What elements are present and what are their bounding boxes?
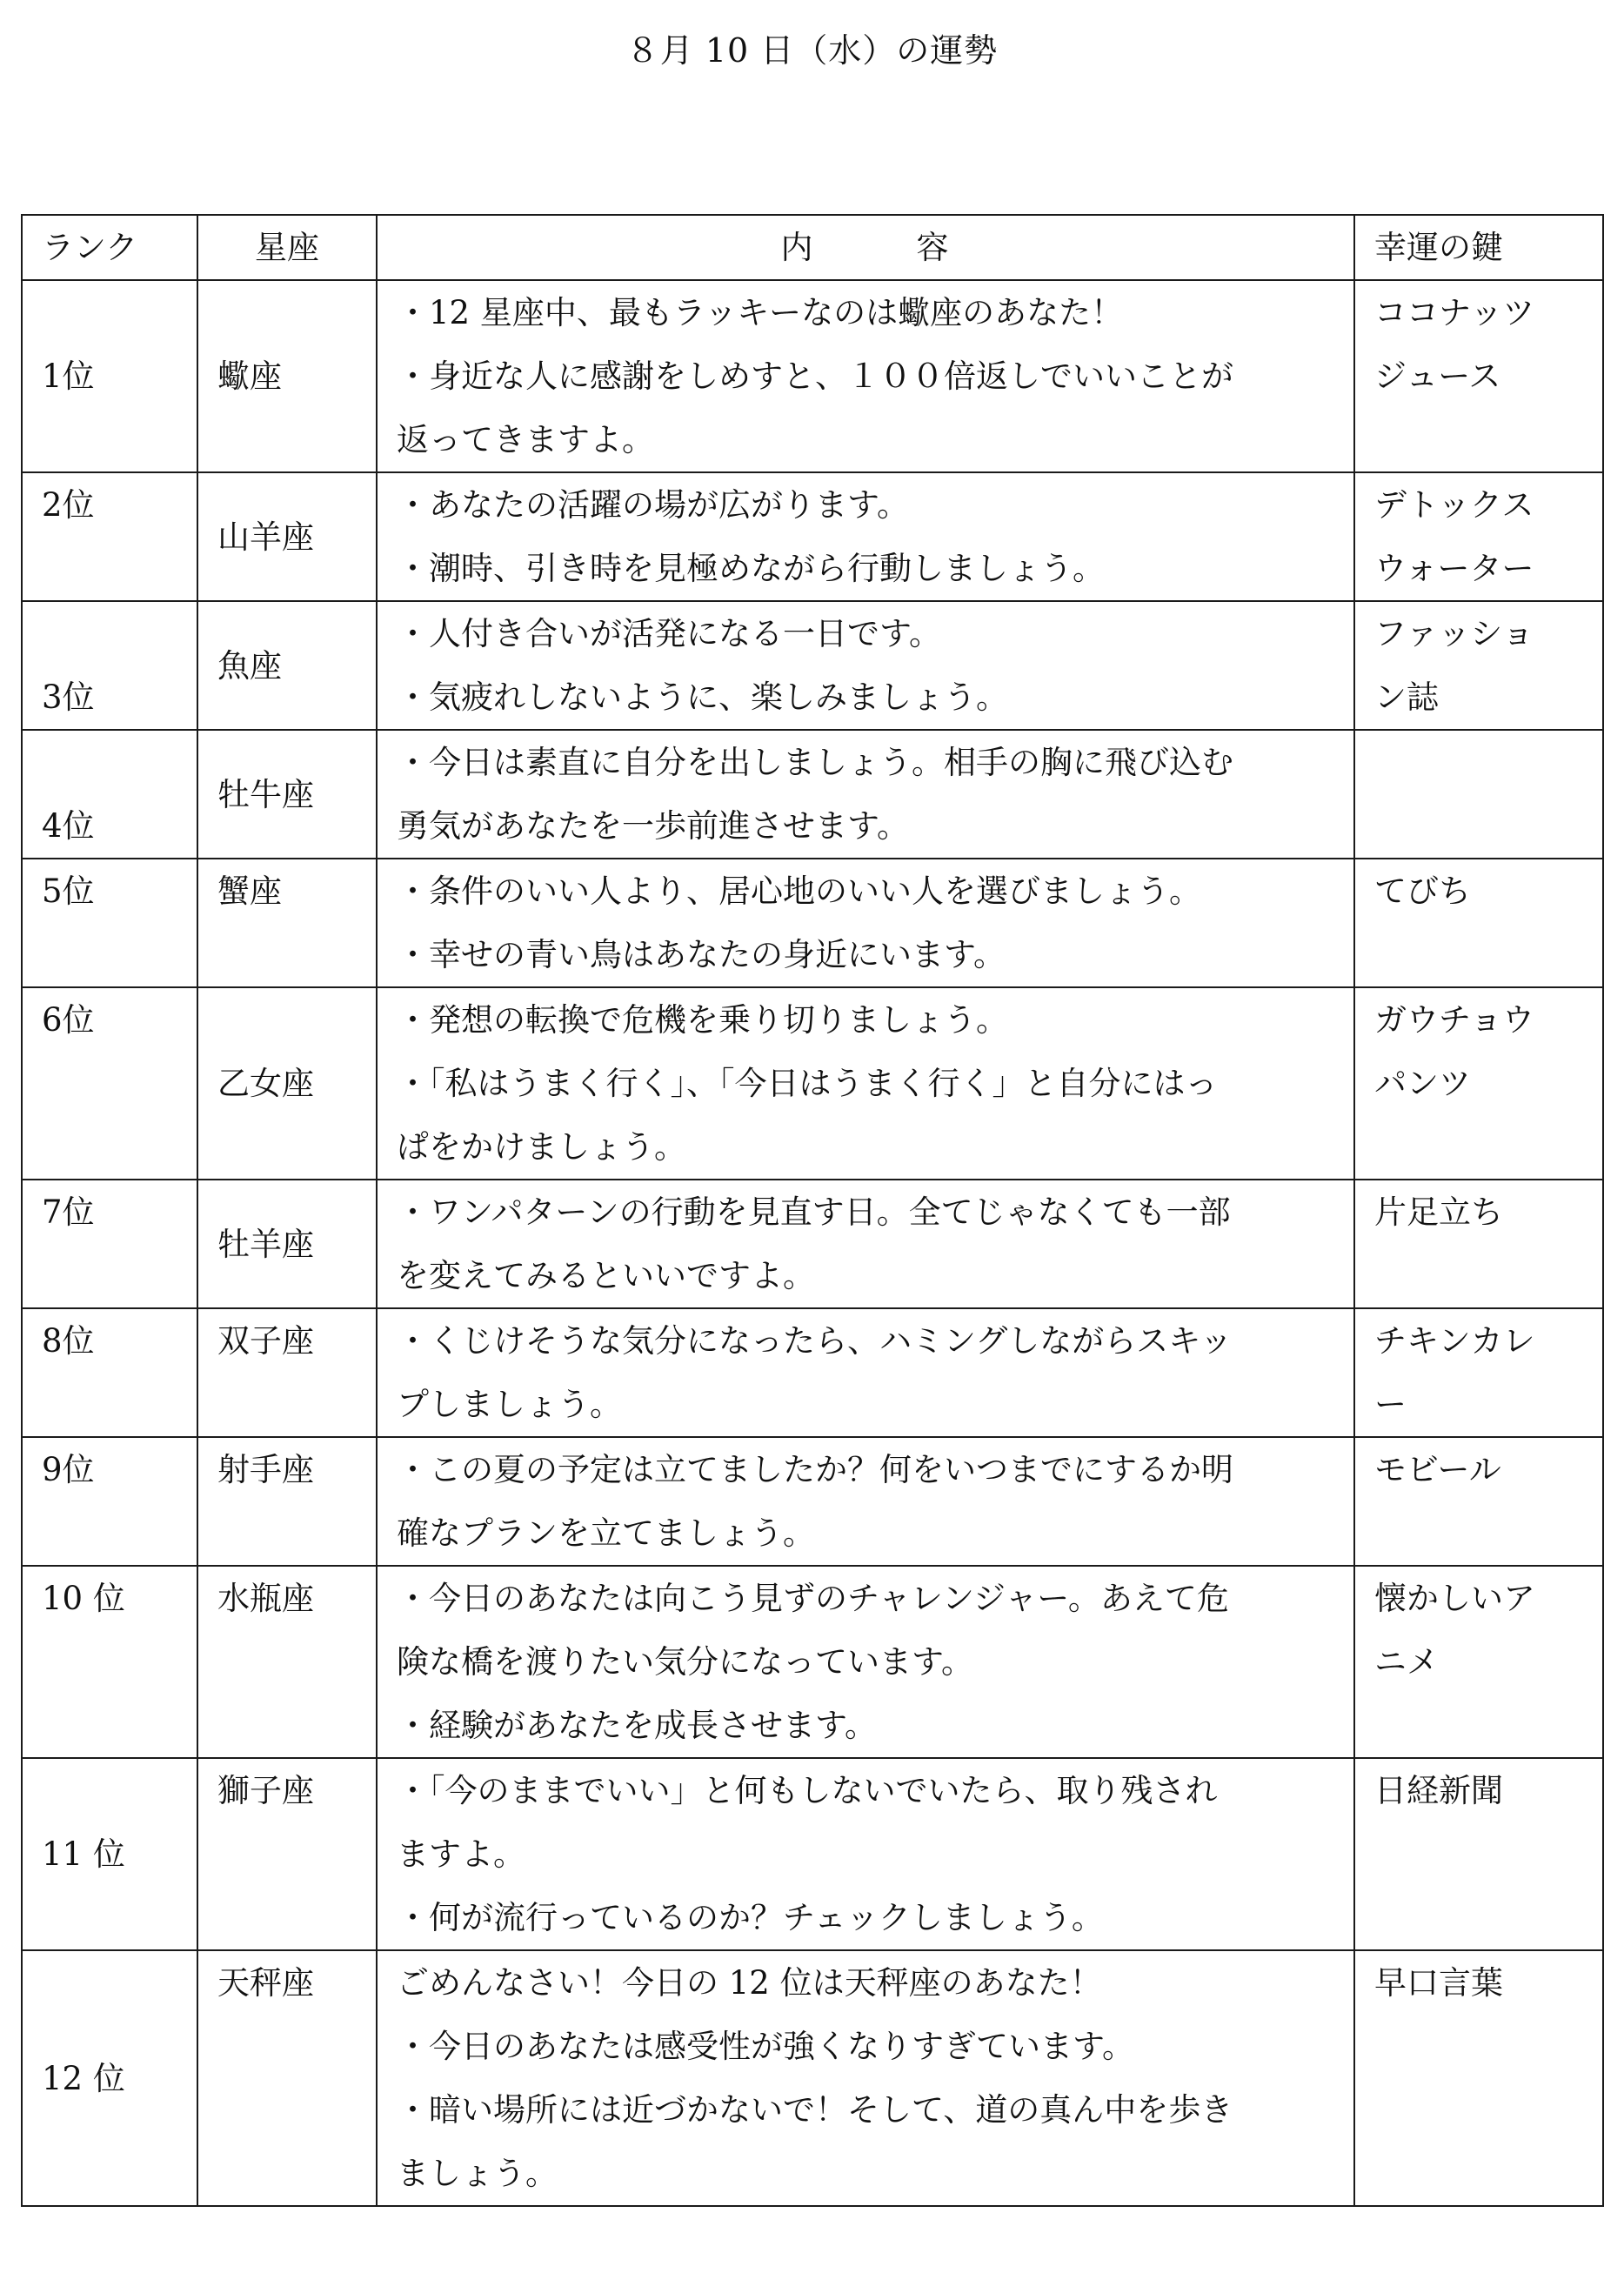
- table-row: [22, 987, 1603, 1180]
- rank-cell: 1位: [22, 280, 197, 472]
- content-line: ・気疲れしないように、楽しみましょう。: [397, 679, 1008, 716]
- content-line: ・経験があなたを成長させます。: [397, 1707, 878, 1744]
- sign-cell: 山羊座: [197, 472, 377, 601]
- content-line: ・身近な人に感謝をしめすと、１００倍返しでいいことが: [397, 358, 1233, 395]
- content-line: ・発想の転換で危機を乗り切りましょう。: [397, 1001, 1008, 1039]
- content-line: ・12 星座中、最もラッキーなのは蠍座のあなた！: [397, 294, 1124, 331]
- content-line: ごめんなさい！今日の 12 位は天秤座のあなた！: [397, 1964, 1102, 2002]
- content-cell: [377, 1758, 1354, 1950]
- content-cell: [377, 1566, 1354, 1758]
- content-line: ・「私はうまく行く」、「今日はうまく行く」と自分にはっ: [397, 1065, 1218, 1102]
- content-cell: [377, 859, 1354, 987]
- rank-cell: 8位: [22, 1308, 197, 1437]
- content-line: ・「今のままでいい」と何もしないでいたら、取り残され: [397, 1772, 1218, 1809]
- table-row: [22, 472, 1603, 601]
- table-row: [22, 1758, 1603, 1950]
- table-row: [22, 730, 1603, 859]
- lucky-cell: [1354, 1950, 1603, 2206]
- lucky-cell: [1354, 1308, 1603, 1437]
- lucky-line: ジュース: [1374, 358, 1501, 395]
- table-row: [22, 859, 1603, 987]
- lucky-line: モビール: [1374, 1451, 1501, 1488]
- lucky-line: ガウチョウ: [1374, 1001, 1534, 1039]
- lucky-line: ー: [1374, 1386, 1407, 1423]
- table-row: [22, 1437, 1603, 1566]
- content-line: ・人付き合いが活発になる一日です。: [397, 615, 942, 652]
- content-line: ・今日のあなたは向こう見ずのチャレンジャー。あえて危: [397, 1580, 1229, 1617]
- lucky-line: デトックス: [1374, 486, 1534, 524]
- rank-cell: 9位: [22, 1437, 197, 1566]
- header-rank: ランク: [22, 215, 197, 280]
- lucky-line: ン誌: [1374, 679, 1439, 716]
- header-row: [22, 215, 1603, 280]
- content-cell: [377, 1437, 1354, 1566]
- content-cell: [377, 730, 1354, 859]
- lucky-line: 片足立ち: [1374, 1193, 1503, 1231]
- lucky-line: チキンカレ: [1374, 1322, 1535, 1360]
- lucky-line: パンツ: [1374, 1065, 1471, 1102]
- lucky-cell: [1354, 859, 1603, 987]
- content-cell: [377, 472, 1354, 601]
- content-line: ・潮時、引き時を見極めながら行動しましょう。: [397, 550, 1105, 587]
- content-line: ぱをかけましょう。: [397, 1128, 686, 1166]
- sign-cell: 魚座: [197, 601, 377, 730]
- sign-cell: 乙女座: [197, 987, 377, 1180]
- rank-cell: 12 位: [22, 1950, 197, 2206]
- content-line: ・今日のあなたは感受性が強くなりすぎています。: [397, 2028, 1135, 2065]
- lucky-line: ココナッツ: [1374, 294, 1535, 331]
- sign-cell: 蠍座: [197, 280, 377, 472]
- lucky-line: ファッショ: [1374, 615, 1534, 652]
- table-row: [22, 601, 1603, 730]
- sign-cell: 射手座: [197, 1437, 377, 1566]
- sign-cell: 水瓶座: [197, 1566, 377, 1758]
- content-line: ・ワンパターンの行動を見直す日。全てじゃなくても一部: [397, 1193, 1231, 1231]
- lucky-cell: [1354, 987, 1603, 1180]
- content-line: ・この夏の予定は立てましたか？何をいつまでにするか明: [397, 1451, 1233, 1488]
- content-line: ・あなたの活躍の場が広がります。: [397, 486, 910, 524]
- rank-cell: 5位: [22, 859, 197, 987]
- rank-cell: 10 位: [22, 1566, 197, 1758]
- fortune-table: [21, 214, 1604, 2207]
- sign-cell: 牡羊座: [197, 1180, 377, 1308]
- lucky-line: ニメ: [1374, 1643, 1439, 1681]
- header-content: 内 容: [377, 215, 1354, 280]
- lucky-cell: [1354, 280, 1603, 472]
- content-line: ・今日は素直に自分を出しましょう。相手の胸に飛び込む: [397, 744, 1233, 781]
- content-line: ・条件のいい人より、居心地のいい人を選びましょう。: [397, 872, 1201, 910]
- content-line: ・幸せの青い鳥はあなたの身近にいます。: [397, 936, 1006, 973]
- content-line: を変えてみるといいですよ。: [397, 1257, 815, 1294]
- content-line: 険な橋を渡りたい気分になっています。: [397, 1643, 974, 1681]
- content-cell: [377, 280, 1354, 472]
- rank-cell: 7位: [22, 1180, 197, 1308]
- content-line: ますよ。: [397, 1835, 525, 1873]
- lucky-cell: [1354, 1566, 1603, 1758]
- table-row: [22, 1308, 1603, 1437]
- content-line: ましょう。: [397, 2155, 558, 2192]
- sign-cell: 天秤座: [197, 1950, 377, 2206]
- rank-cell: 4位: [22, 730, 197, 859]
- lucky-cell: [1354, 601, 1603, 730]
- lucky-cell: [1354, 472, 1603, 601]
- rank-cell: 11 位: [22, 1758, 197, 1950]
- page-title: ８月 10 日（水）の運勢: [625, 31, 999, 70]
- rank-cell: 2位: [22, 472, 197, 601]
- lucky-cell: [1354, 1758, 1603, 1950]
- content-cell: [377, 1308, 1354, 1437]
- sign-cell: 双子座: [197, 1308, 377, 1437]
- sign-cell: 牡牛座: [197, 730, 377, 859]
- content-cell: [377, 1180, 1354, 1308]
- table-row: [22, 280, 1603, 472]
- table-row: [22, 1950, 1603, 2206]
- lucky-line: ウォーター: [1374, 550, 1534, 587]
- lucky-cell: [1354, 730, 1603, 859]
- lucky-line: 日経新聞: [1374, 1772, 1503, 1809]
- sign-cell: 蟹座: [197, 859, 377, 987]
- content-cell: [377, 987, 1354, 1180]
- sign-cell: 獅子座: [197, 1758, 377, 1950]
- table-row: [22, 1180, 1603, 1308]
- header-lucky: 幸運の鍵: [1354, 215, 1603, 280]
- content-line: 返ってきますよ。: [397, 421, 654, 458]
- content-line: プしましょう。: [397, 1386, 622, 1423]
- rank-cell: 3位: [22, 601, 197, 730]
- content-cell: [377, 601, 1354, 730]
- lucky-line: 懐かしいア: [1374, 1580, 1535, 1617]
- rank-cell: 6位: [22, 987, 197, 1180]
- lucky-line: てびち: [1374, 872, 1471, 910]
- content-cell: [377, 1950, 1354, 2206]
- header-sign: 星座: [197, 215, 377, 280]
- lucky-cell: [1354, 1437, 1603, 1566]
- content-line: ・くじけそうな気分になったら、ハミングしながらスキッ: [397, 1322, 1233, 1360]
- content-line: ・暗い場所には近づかないで！そして、道の真ん中を歩き: [397, 2091, 1233, 2129]
- lucky-line: 早口言葉: [1374, 1964, 1503, 2002]
- lucky-cell: [1354, 1180, 1603, 1308]
- content-line: ・何が流行っているのか？チェックしましょう。: [397, 1899, 1104, 1936]
- content-line: 確なプランを立てましょう。: [397, 1514, 815, 1552]
- table-row: [22, 1566, 1603, 1758]
- content-line: 勇気があなたを一歩前進させます。: [397, 807, 910, 845]
